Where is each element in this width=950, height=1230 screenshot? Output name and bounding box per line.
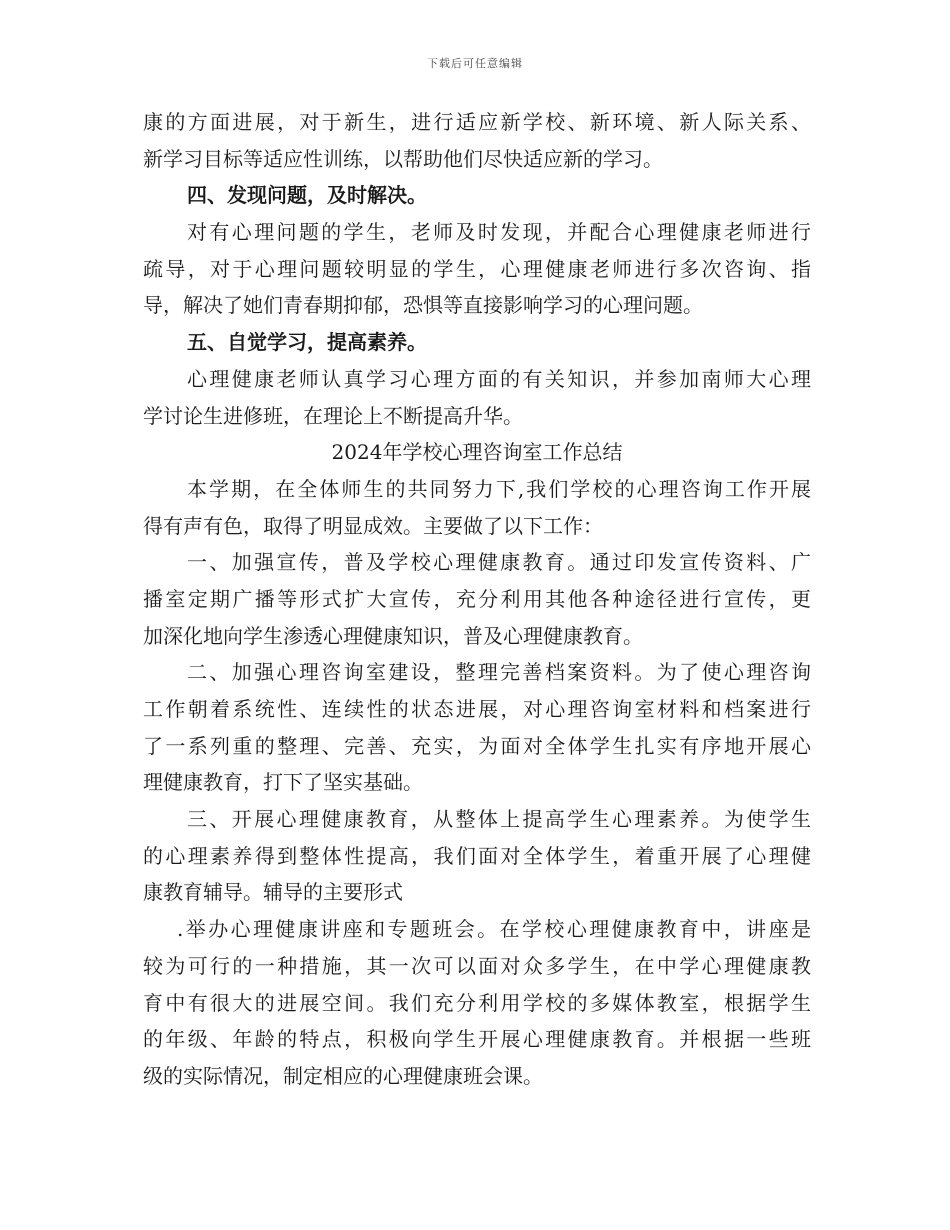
text-line: 新学习目标等适应性训练，以帮助他们尽快适应新的学习。 bbox=[143, 146, 663, 171]
section-heading: 四、发现问题，及时解决。 bbox=[187, 183, 427, 208]
text-line: 二、加强心理咨询室建设，整理完善档案资料。为了使心理咨询 bbox=[187, 660, 811, 685]
text-line: 三、开展心理健康教育，从整体上提高学生心理素养。为使学生 bbox=[187, 807, 811, 832]
document-body bbox=[143, 104, 811, 1095]
text-line: 播室定期广播等形式扩大宣传，充分利用其他各种途径进行宣传，更 bbox=[143, 586, 811, 611]
text-line: 一、加强宣传，普及学校心理健康教育。通过印发宣传资料、广 bbox=[187, 550, 811, 575]
text-line: 导，解决了她们青春期抑郁，恐惧等直接影响学习的心理问题。 bbox=[143, 293, 703, 318]
text-line: 心理健康老师认真学习心理方面的有关知识，并参加南师大心理 bbox=[187, 366, 811, 391]
text-line: 较为可行的一种措施，其一次可以面对众多学生，在中学心理健康教 bbox=[143, 953, 811, 978]
text-line: 育中有很大的进展空间。我们充分利用学校的多媒体教室，根据学生 bbox=[143, 990, 811, 1015]
text-line: 的心理素养得到整体性提高，我们面对全体学生，着重开展了心理健 bbox=[143, 843, 811, 868]
header-note: 下载后可任意编辑 bbox=[427, 57, 523, 70]
text-line: 学讨论生进修班，在理论上不断提高升华。 bbox=[143, 403, 523, 428]
text-line: 工作朝着系统性、连续性的状态进展，对心理咨询室材料和档案进行 bbox=[143, 697, 811, 721]
text-line: 的年级、年龄的特点，积极向学生开展心理健康教育。并根据一些班 bbox=[143, 1027, 811, 1052]
text-line: 了一系列重的整理、完善、充实，为面对全体学生扎实有序地开展心 bbox=[143, 733, 811, 758]
text-line: .举办心理健康讲座和专题班会。在学校心理健康教育中，讲座是 bbox=[177, 917, 811, 942]
text-line: 得有声有色，取得了明显成效。主要做了以下工作： bbox=[143, 513, 603, 538]
text-line: 疏导，对于心理问题较明显的学生，心理健康老师进行多次咨询、指 bbox=[143, 256, 811, 281]
document-title: 2024年学校心理咨询室工作总结 bbox=[331, 440, 623, 465]
text-line: 康教育辅导。辅导的主要形式 bbox=[143, 880, 403, 905]
text-line: 本学期，在全体师生的共同努力下,我们学校的心理咨询工作开展 bbox=[187, 476, 811, 501]
section-heading: 五、自觉学习，提高素养。 bbox=[187, 330, 427, 355]
text-line: 理健康教育，打下了坚实基础。 bbox=[143, 770, 423, 795]
text-line: 对有心理问题的学生，老师及时发现，并配合心理健康老师进行 bbox=[187, 220, 811, 245]
text-line: 康的方面进展，对于新生，进行适应新学校、新环境、新人际关系、 bbox=[143, 110, 811, 134]
text-line: 级的实际情况，制定相应的心理健康班会课。 bbox=[143, 1063, 543, 1088]
text-line: 加深化地向学生渗透心理健康知识，普及心理健康教育。 bbox=[143, 623, 643, 648]
